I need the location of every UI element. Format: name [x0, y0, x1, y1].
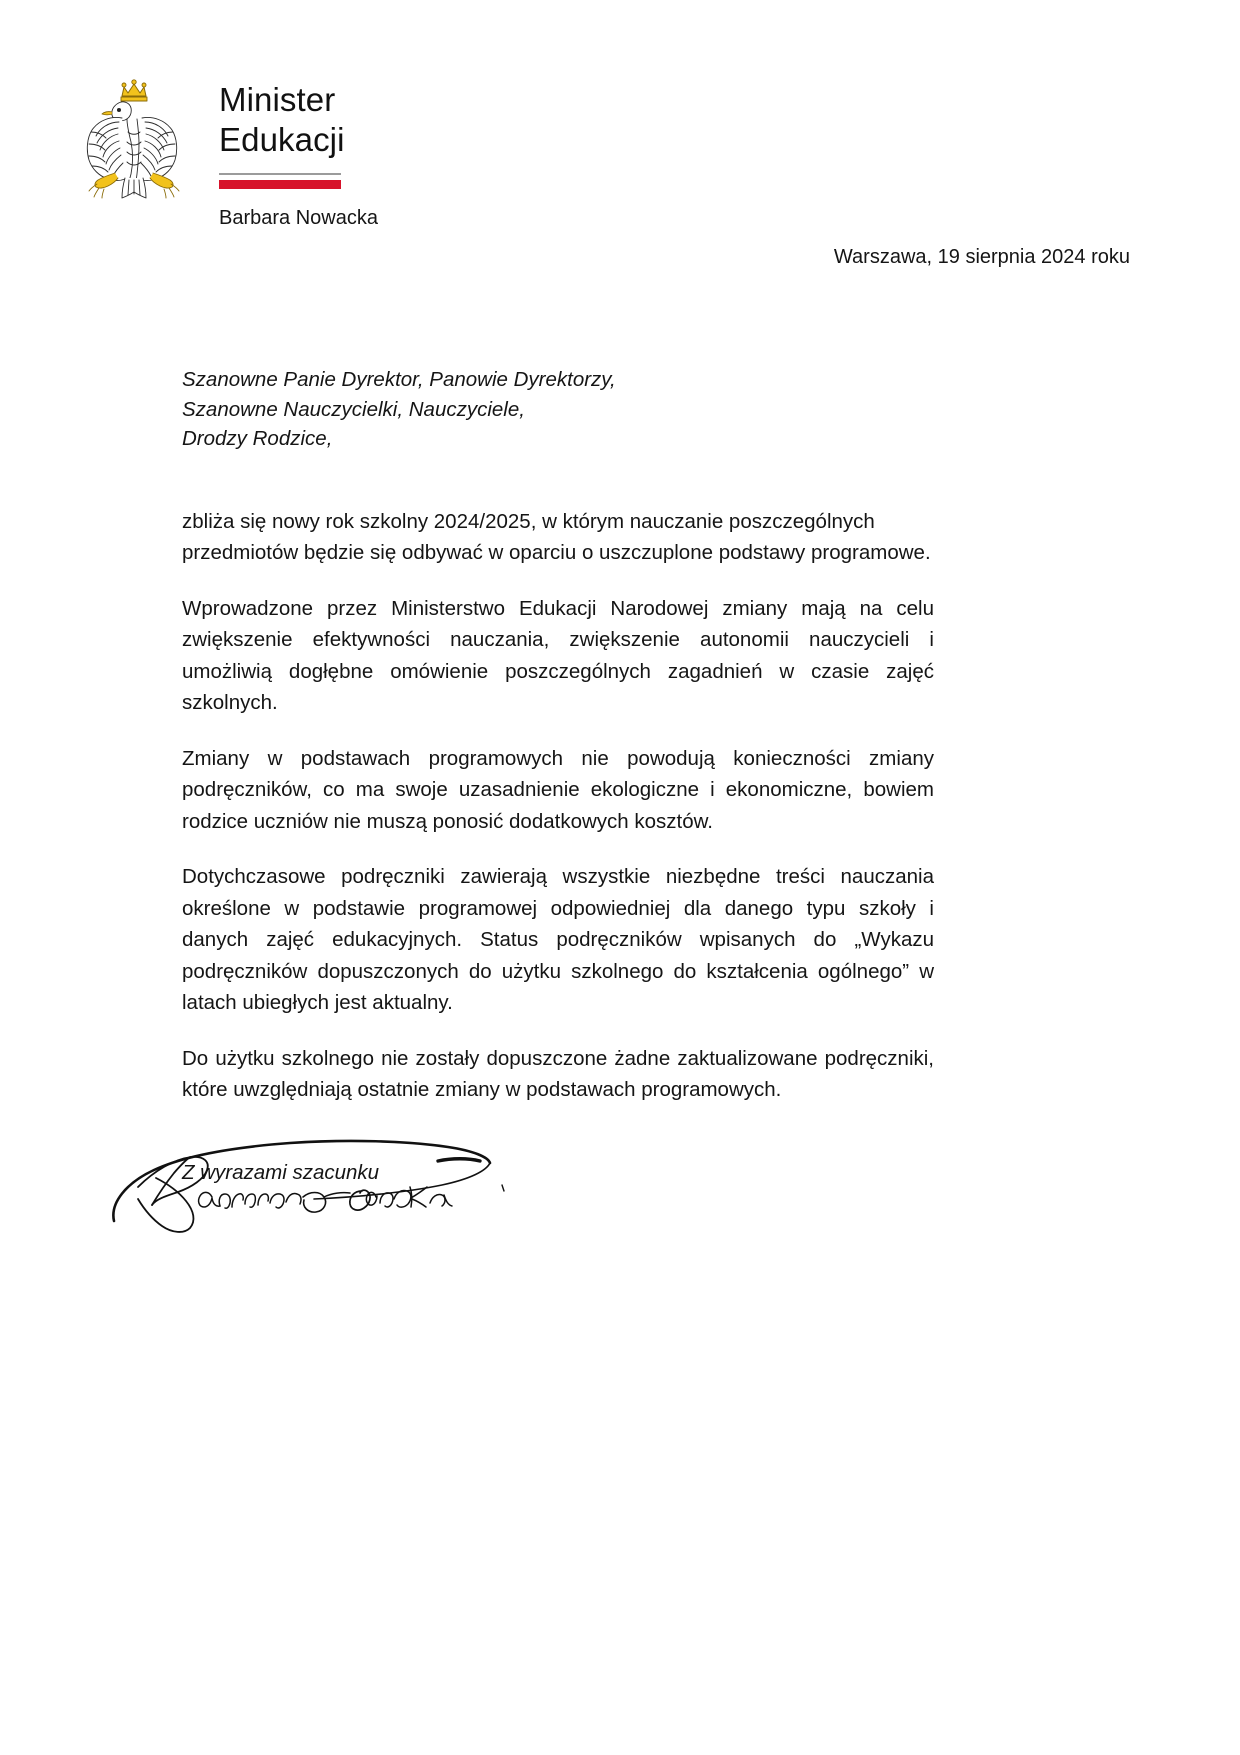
- paragraph-3: Zmiany w podstawach programowych nie powodują konieczności zmiany podręczników, co ma swoje uzasadnienie ekologiczne i ekonomiczne, bowiem rodzice uczniów nie muszą ponosić dodatkowych kosztów.: [182, 746, 934, 833]
- ministry-title-line-1: Minister: [219, 81, 336, 118]
- letter-date: Warszawa, 19 sierpnia 2024 roku: [833, 246, 1130, 268]
- letterhead: [75, 72, 378, 231]
- paragraph-2: Wprowadzone przez Ministerstwo Edukacji Narodowej zmiany mają na celu zwiększenie efektywności nauczania, zwiększenie autonomii nauczycieli i umożliwią dogłębne omówienie poszczególnych zagadnień w czasie zajęć szkolnych.: [182, 596, 934, 714]
- ministry-title-block: [219, 72, 378, 231]
- red-divider: [219, 180, 341, 189]
- minister-name: Barbara Nowacka: [219, 207, 378, 229]
- salutation-block: [182, 365, 934, 454]
- paragraph-4: Dotychczasowe podręczniki zawierają wszystkie niezbędne treści nauczania określone w podstawie programowej odpowiedniej dla danego typu szkoły i danych zajęć edukacyjnych. Status podręczników wpisanych do „Wykazu podręczników dopuszczonych do użytku szkolnego do kształcenia ogólnego” w latach ubiegłych jest aktualny.: [182, 865, 934, 1014]
- closing-phrase: Z wyrazami szacunku: [182, 1160, 380, 1184]
- paragraph-1: zbliża się nowy rok szkolny 2024/2025, w którym nauczanie poszczególnych przedmiotów będzie się odbywać w oparciu o uszczuplone podstawy programowe.: [182, 509, 931, 564]
- salutation-line-1: Szanowne Panie Dyrektor, Panowie Dyrektorzy,: [182, 368, 616, 391]
- salutation-line-2: Szanowne Nauczycielki, Nauczyciele,: [182, 397, 525, 421]
- paragraph-5: Do użytku szkolnego nie zostały dopuszczone żadne zaktualizowane podręczniki, które uwzględniają ostatnie zmiany w podstawach programowych.: [182, 1046, 934, 1101]
- letter-paragraphs: [182, 506, 934, 1106]
- handwritten-signature: [108, 1125, 508, 1240]
- letter-body: [182, 365, 934, 1187]
- polish-eagle-emblem-icon: [75, 72, 193, 202]
- grey-divider: [219, 173, 341, 175]
- ministry-title-line-2: Edukacji: [219, 121, 345, 158]
- salutation-line-3: Drodzy Rodzice,: [182, 427, 333, 450]
